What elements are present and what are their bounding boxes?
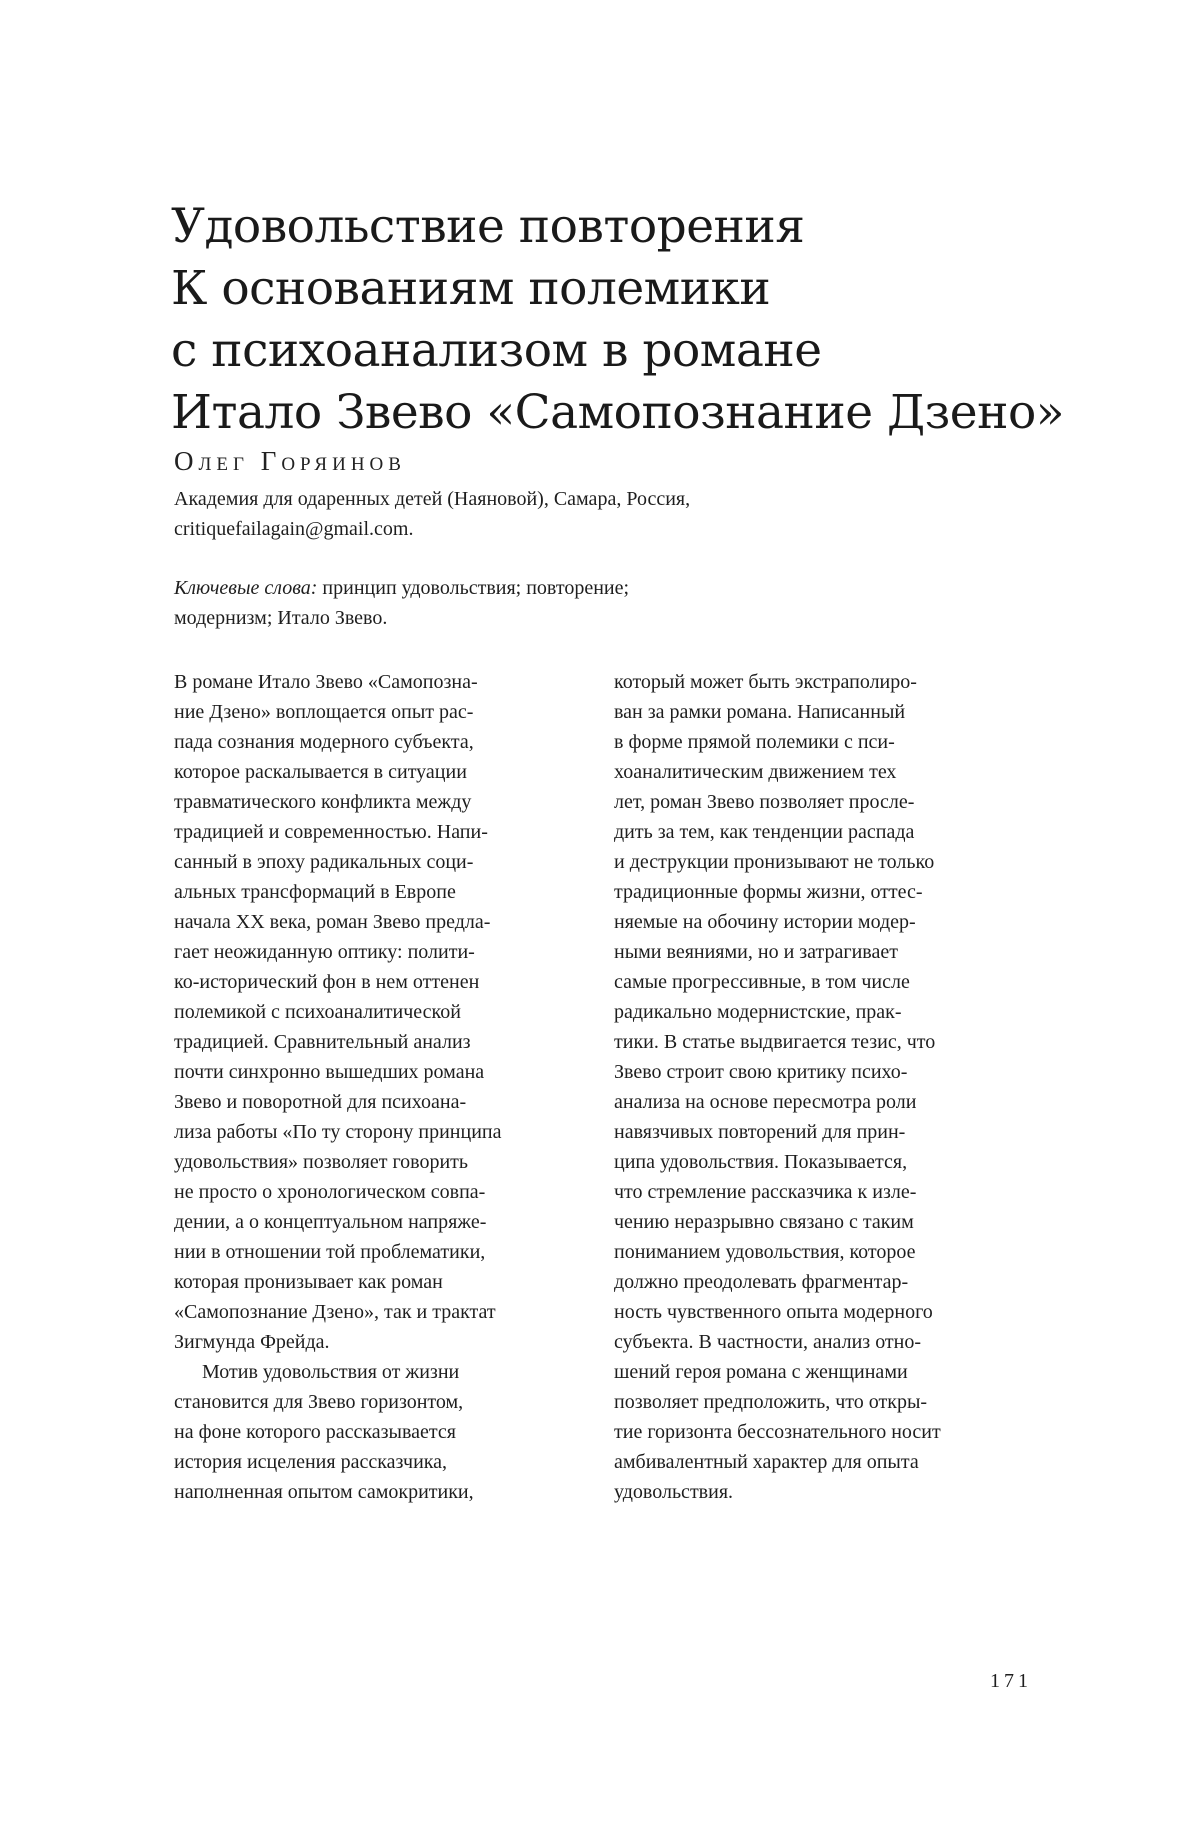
- abstract-line: дении, а о концептуальном напряже-: [174, 1211, 487, 1233]
- abstract-line: В романе Итало Звево «Самопозна-: [174, 671, 478, 693]
- abstract-line: не просто о хронологическом совпа-: [174, 1181, 486, 1203]
- abstract-line: дить за тем, как тенденции распада: [614, 821, 915, 843]
- abstract-line: чению неразрывно связано с таким: [614, 1211, 914, 1233]
- abstract-line: традиционные формы жизни, оттес-: [614, 881, 923, 903]
- abstract-line: «Самопознание Дзено», так и трактат: [174, 1301, 496, 1323]
- abstract-line: которая пронизывает как роман: [174, 1271, 443, 1293]
- title-main: Удовольствие повторения: [171, 199, 805, 254]
- abstract-line: в форме прямой полемики с пси-: [614, 731, 895, 753]
- abstract-line: традицией и современностью. Напи-: [174, 821, 488, 843]
- author-email: critiquefailagain@gmail.com.: [174, 518, 414, 540]
- abstract-line: полемикой с психоаналитической: [174, 1001, 461, 1023]
- abstract-line: навязчивых повторений для прин-: [614, 1121, 906, 1143]
- abstract-line: гает неожиданную оптику: полити-: [174, 941, 475, 963]
- abstract-line: пониманием удовольствия, которое: [614, 1241, 916, 1263]
- author-name: Олег Горяинов: [174, 446, 406, 476]
- abstract-line: удовольствия» позволяет говорить: [174, 1151, 469, 1173]
- abstract-line: няемые на обочину истории модер-: [614, 911, 916, 933]
- keywords-label: Ключевые слова:: [174, 577, 318, 599]
- abstract-line: удовольствия.: [614, 1481, 734, 1503]
- abstract-line: начала XX века, роман Звево предла-: [174, 911, 491, 933]
- abstract-line: становится для Звево горизонтом,: [174, 1391, 464, 1413]
- abstract-line: традицией. Сравнительный анализ: [174, 1031, 471, 1053]
- abstract-line: самые прогрессивные, в том числе: [614, 971, 910, 993]
- abstract-line: ко-исторический фон в нем оттенен: [174, 971, 480, 993]
- abstract-line: ван за рамки романа. Написанный: [614, 701, 906, 723]
- abstract-line: должно преодолевать фрагментар-: [614, 1271, 909, 1293]
- abstract-line: травматического конфликта между: [174, 791, 472, 813]
- abstract-line: анализа на основе пересмотра роли: [614, 1091, 917, 1113]
- abstract-line: субъекта. В частности, анализ отно-: [614, 1331, 922, 1353]
- abstract-line: которое раскалывается в ситуации: [174, 761, 467, 783]
- abstract-column-left: [174, 667, 594, 1507]
- article-title: [171, 196, 1071, 444]
- abstract-line: ными веяниями, но и затрагивает: [614, 941, 898, 963]
- page-number: 171: [990, 1670, 1032, 1692]
- abstract-line: ципа удовольствия. Показывается,: [614, 1151, 908, 1173]
- subtitle-line-1: К основаниям полемики: [171, 261, 771, 316]
- subtitle-line-3: Итало Звево «Самопознание Дзено»: [171, 385, 1064, 440]
- abstract-line: тики. В статье выдвигается тезис, что: [614, 1031, 936, 1053]
- keywords: [174, 573, 629, 633]
- author-affiliation: [174, 484, 690, 544]
- abstract-line: Мотив удовольствия от жизни: [202, 1361, 460, 1383]
- keywords-line-1: [174, 573, 629, 603]
- abstract-line: тие горизонта бессознательного носит: [614, 1421, 941, 1443]
- abstract-line: ность чувственного опыта модерного: [614, 1301, 933, 1323]
- abstract-line: который может быть экстраполиро-: [614, 671, 917, 693]
- abstract-line: нии в отношении той проблематики,: [174, 1241, 486, 1263]
- abstract-line: позволяет предположить, что откры-: [614, 1391, 928, 1413]
- abstract-line: почти синхронно вышедших романа: [174, 1061, 485, 1083]
- abstract-line: лиза работы «По ту сторону принципа: [174, 1121, 502, 1143]
- abstract-line: амбивалентный характер для опыта: [614, 1451, 919, 1473]
- abstract-line: альных трансформаций в Европе: [174, 881, 456, 903]
- abstract-line: на фоне которого рассказывается: [174, 1421, 456, 1443]
- subtitle-line-2: с психоанализом в романе: [171, 323, 822, 378]
- abstract-line: санный в эпоху радикальных соци-: [174, 851, 474, 873]
- abstract-line: история исцеления рассказчика,: [174, 1451, 448, 1473]
- abstract-line: наполненная опытом самокритики,: [174, 1481, 474, 1503]
- abstract-line: что стремление рассказчика к изле-: [614, 1181, 917, 1203]
- keywords-line-2: модернизм; Итало Звево.: [174, 607, 388, 629]
- abstract-line: лет, роман Звево позволяет просле-: [614, 791, 915, 813]
- abstract-line: Зигмунда Фрейда.: [174, 1331, 330, 1353]
- abstract-line: шений героя романа с женщинами: [614, 1361, 908, 1383]
- abstract-line: радикально модернистские, прак-: [614, 1001, 902, 1023]
- keywords-text: принцип удовольствия; повторение;: [317, 577, 630, 599]
- abstract-line: ние Дзено» воплощается опыт рас-: [174, 701, 474, 723]
- abstract-line: и деструкции пронизывают не только: [614, 851, 935, 873]
- abstract-line: пада сознания модерного субъекта,: [174, 731, 474, 753]
- affiliation-line: Академия для одаренных детей (Наяновой), Самара, Россия,: [174, 488, 691, 510]
- abstract-line: хоаналитическим движением тех: [614, 761, 897, 783]
- abstract-line: Звево и поворотной для психоана-: [174, 1091, 467, 1113]
- abstract-line: Звево строит свою критику психо-: [614, 1061, 908, 1083]
- abstract-column-right: [614, 667, 1034, 1507]
